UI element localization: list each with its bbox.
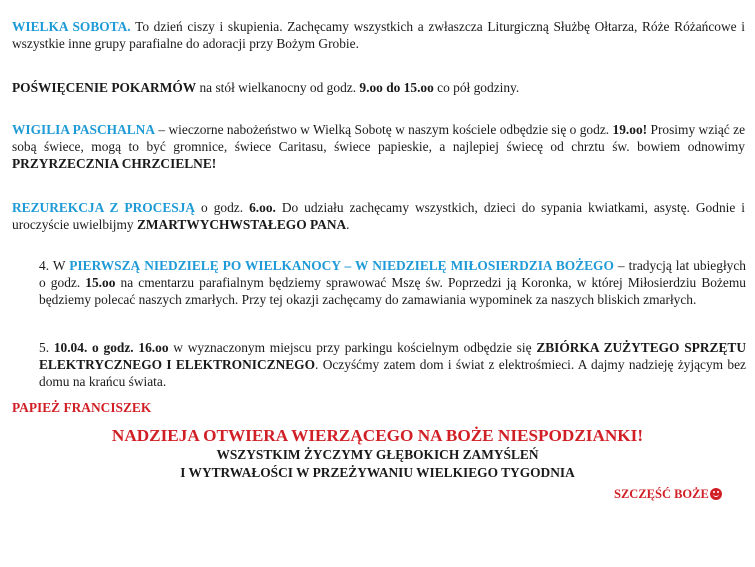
paragraph-easter-vigil — [12, 121, 745, 172]
food-blessing-text-end: co pół godziny. — [433, 80, 520, 95]
smiley-icon — [710, 488, 722, 500]
ewaste-text-2: . Oczyśćmy zatem dom i świat z elektrośmieci. A dajmy nadzieję żyjącym bez domu na krańcu świata. — [39, 357, 746, 389]
divine-mercy-text-2: na cmentarzu parafialnym będziemy sprawować Mszę św. Poprzedzi ją Koronka, w której Miłosierdziu Bożemu będziemy polecać naszych zmarłych. Przy tej okazji zachęcamy do zamawiania wypominek za naszych bliskich zmarłych. — [39, 275, 746, 307]
divine-mercy-text: – tradycją lat ubiegłych o godz. — [39, 258, 746, 290]
risen-lord: ZMARTWYCHWSTAŁEGO PANA — [136, 217, 347, 232]
paragraph-holy-saturday — [12, 18, 745, 52]
wishes-line-1: WSZYSTKIM ŻYCZYMY GŁĘBOKICH ZAMYŚLEŃ — [216, 447, 539, 462]
easter-vigil-text: – wieczorne nabożeństwo w Wielką Sobotę w naszym kościele odbędzie się o godz. — [155, 122, 613, 137]
food-blessing-hours: 9.oo do 15.oo — [359, 80, 434, 95]
list-item-ewaste-collection — [39, 339, 746, 390]
resurrection-hour: 6.oo. — [249, 200, 276, 215]
food-blessing-heading: POŚWIĘCENIE POKARMÓW — [12, 80, 197, 95]
resurrection-text: o godz. — [195, 200, 250, 215]
list-item-divine-mercy — [39, 257, 746, 308]
signoff — [614, 486, 722, 503]
easter-vigil-hour: 19.oo! — [612, 122, 648, 137]
list-number-5: 5. — [39, 340, 54, 355]
divine-mercy-hour: 15.oo — [85, 275, 116, 290]
ewaste-text: w wyznaczonym miejscu przy parkingu kościelnym odbędzie się — [168, 340, 537, 355]
resurrection-heading: REZUREKCJA Z PROCESJĄ — [12, 200, 196, 215]
signoff-text: SZCZĘŚĆ BOŻE — [614, 487, 709, 501]
pope-francis-label: PAPIEŻ FRANCISZEK — [12, 400, 152, 415]
ewaste-date: 10.04. o godz. 16.oo — [53, 340, 169, 355]
holy-saturday-heading: WIELKA SOBOTA. — [12, 19, 131, 34]
food-blessing-text: na stół wielkanocny od godz. — [196, 80, 360, 95]
motto-heading: NADZIEJA OTWIERA WIERZĄCEGO NA BOŻE NIESPODZIANKI! — [111, 426, 644, 445]
baptismal-promises: PRZYRZECZNIA CHRZCIELNE! — [12, 156, 217, 171]
wishes-line-2: I WYTRWAŁOŚCI W PRZEŻYWANIU WIELKIEGO TYGODNIA — [180, 465, 575, 480]
holy-saturday-text: To dzień ciszy i skupienia. Zachęcamy wszystkich a zwłaszcza Liturgiczną Służbę Ołtarza, Róże Różańcowe i wszystkie inne grupy parafialne do adoracji przy Bożym Grobie. — [12, 19, 746, 51]
paragraph-food-blessing — [12, 79, 745, 96]
resurrection-text-2: Do udziału zachęcamy wszystkich, dzieci do sypania kwiatkami, asystę. Godnie i uroczyście uwielbijmy — [12, 200, 745, 232]
easter-vigil-text-2: Prosimy wziąć ze sobą świece, mogą to być gromnice, świece Caritasu, świece papieskie, a najlepiej świecę od chrztu św. bowiem odnowimy — [12, 122, 746, 154]
paragraph-resurrection-mass — [12, 199, 745, 233]
list-number-4: 4. W — [39, 258, 70, 273]
easter-vigil-heading: WIGILIA PASCHALNA — [12, 122, 156, 137]
resurrection-text-3: . — [346, 217, 350, 232]
ewaste-collection-name: ZBIÓRKA ZUŻYTEGO SPRZĘTU ELEKTRYCZNEGO I ELEKTRONICZNEGO — [39, 340, 746, 372]
divine-mercy-heading: PIERWSZĄ NIEDZIELĘ PO WIELKANOCY – W NIEDZIELĘ MIŁOSIERDZIA BOŻEGO — [69, 258, 614, 273]
